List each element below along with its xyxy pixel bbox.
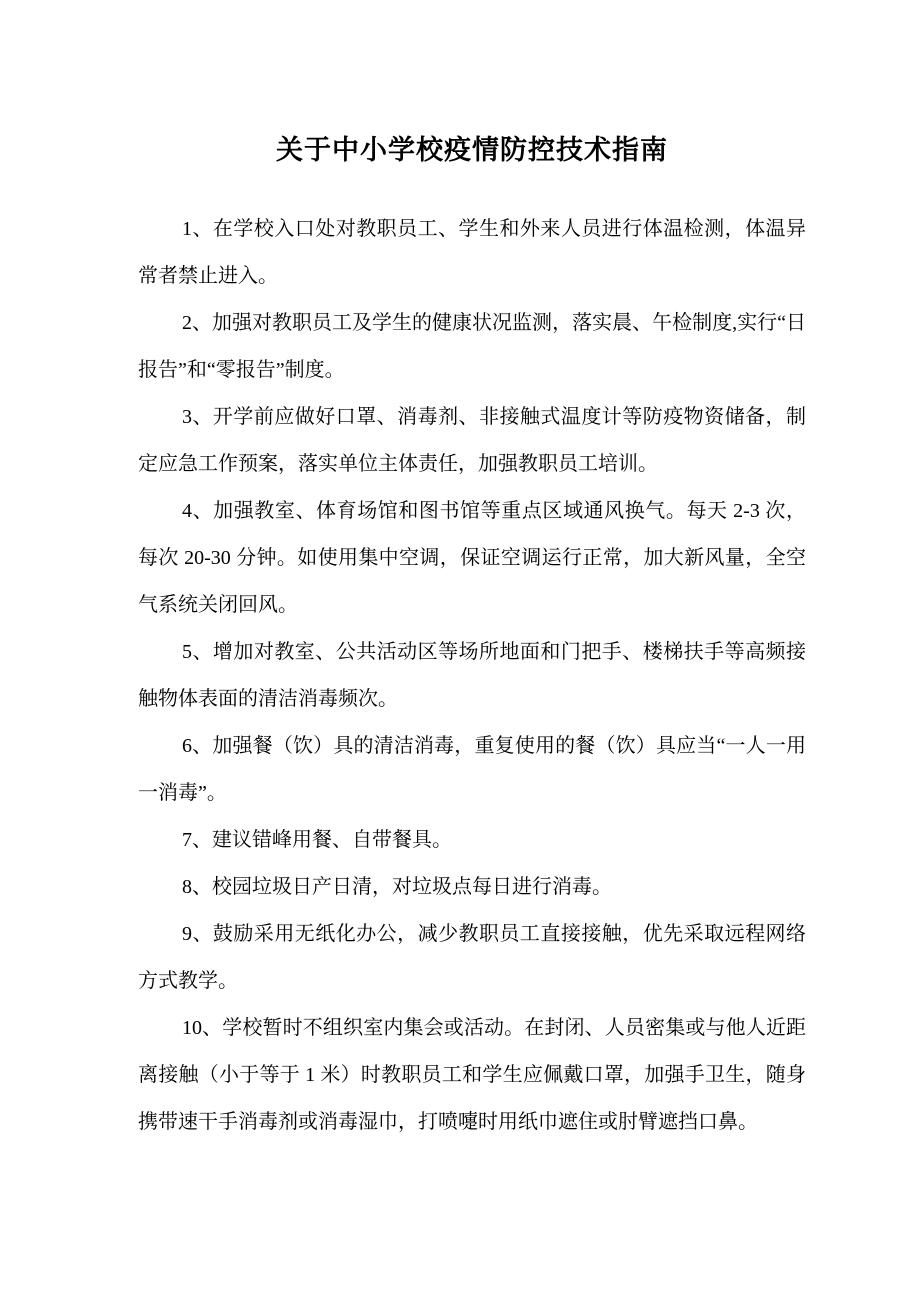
paragraph-6: 6、加强餐（饮）具的清洁消毒，重复使用的餐（饮）具应当“一人一用一消毒”。 (138, 735, 806, 804)
paragraph-4: 4、加强教室、体育场馆和图书馆等重点区域通风换气。每天 2-3 次，每次 20-30 分钟。如使用集中空调，保证空调运行正常，加大新风量，全空气系统关闭回风。 (138, 500, 806, 616)
paragraph-7: 7、建议错峰用餐、自带餐具。 (182, 829, 452, 851)
document-title: 关于中小学校疫情防控技术指南 (276, 135, 668, 165)
paragraph-3: 3、开学前应做好口罩、消毒剂、非接触式温度计等防疫物资储备，制定应急工作预案，落实单位主体责任，加强教职员工培训。 (138, 406, 806, 475)
paragraph-5: 5、增加对教室、公共活动区等场所地面和门把手、楼梯扶手等高频接触物体表面的清洁消毒频次。 (138, 641, 806, 710)
document-body (138, 206, 806, 1146)
paragraph-9: 9、鼓励采用无纸化办公，减少教职员工直接接触，优先采取远程网络方式教学。 (138, 923, 806, 992)
paragraph-1: 1、在学校入口处对教职员工、学生和外来人员进行体温检测，体温异常者禁止进入。 (138, 218, 806, 287)
paragraph-10: 10、学校暂时不组织室内集会或活动。在封闭、人员密集或与他人近距离接触（小于等于 1 米）时教职员工和学生应佩戴口罩，加强手卫生，随身携带速干手消毒剂或消毒湿巾，打喷嚏时用纸巾遮住或肘臂遮挡口鼻。 (138, 1017, 806, 1133)
paragraph-8: 8、校园垃圾日产日清，对垃圾点每日进行消毒。 (182, 876, 612, 898)
paragraph-2: 2、加强对教职员工及学生的健康状况监测，落实晨、午检制度,实行“日报告”和“零报告”制度。 (138, 312, 806, 381)
